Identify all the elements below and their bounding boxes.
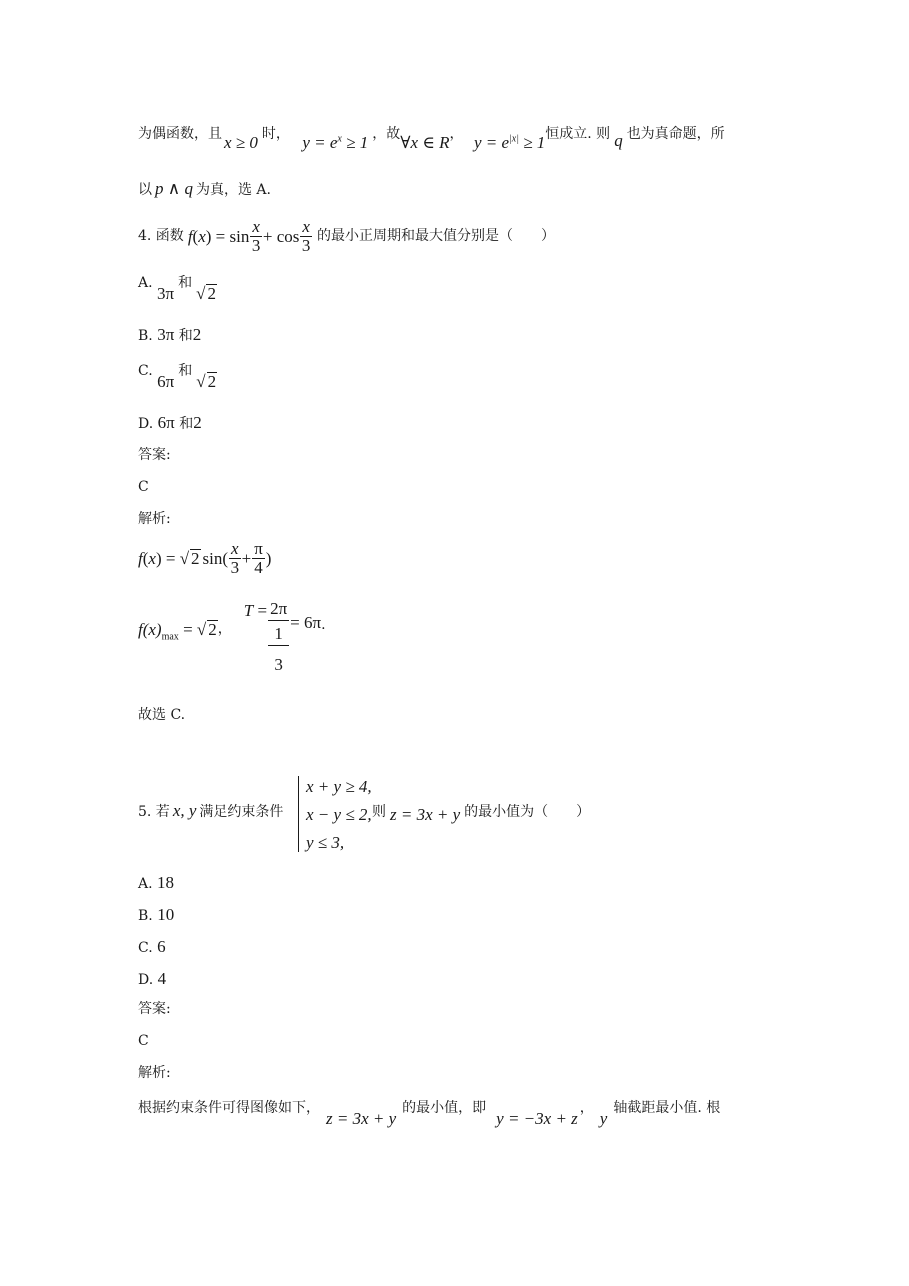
q5-analysis-label: 解析:	[138, 1065, 171, 1081]
q5-stem: 5. 若 x, y 满足约束条件	[138, 801, 284, 820]
q5-option-d: D. 4	[138, 969, 167, 988]
q4-answer: C	[138, 479, 149, 495]
q4-option-a: A. 3π和√ 2	[138, 275, 216, 303]
q4-option-b: B. 3π 和2	[138, 325, 202, 344]
q4-solution-1: f(x) = √ 2 sin( $\frac{x}{3}$ + $\frac{\pi}{4}$ )	[138, 539, 272, 577]
q4-prefix: 4. 函数	[138, 228, 184, 245]
q5-option-b: B. 10	[138, 905, 175, 924]
q4-option-d: D. 6π 和2	[138, 413, 202, 432]
q3-forall: ∀x ∈ R	[400, 133, 450, 152]
q4-solution-2: $f(x)_{max}$ = √ 2 ， T = 2π 1 3 = 6π .	[138, 599, 326, 674]
q3-q: q	[614, 131, 623, 150]
q3-line-2	[138, 180, 271, 197]
q5-option-a: A. 18	[138, 873, 175, 892]
q3-text-e: 也为真命题，所	[626, 126, 725, 142]
q3-eq1: $y = e^x \ge 1$	[302, 133, 369, 152]
q4-conclusion: 故选 C.	[138, 707, 186, 723]
q3-eq2: $y = e^{|x|} \ge 1$	[473, 133, 546, 152]
q4-suffix: 的最小正周期和最大值分别是（ ）	[316, 228, 555, 245]
q5-stem-end: 则 z = 3x + y 的最小值为（ ）	[372, 804, 591, 824]
q4-plus-cos: + cos	[262, 226, 300, 246]
q3-text-d: 恒成立. 则	[545, 126, 611, 142]
q4-frac-1: $\frac{x}{3}$	[251, 217, 261, 255]
q3-text-b: 时，	[261, 126, 290, 142]
q5-answer: C	[138, 1033, 149, 1049]
q4-analysis-label: 解析:	[138, 511, 171, 527]
q5-option-c: C. 6	[138, 937, 166, 956]
q4-option-c: C. 6π和√ 2	[138, 363, 217, 391]
q4-frac-2: $\frac{x}{3}$	[301, 217, 311, 255]
q3-text-c: ，故	[372, 126, 401, 142]
q5-answer-label: 答案:	[138, 1001, 171, 1017]
q3-line2-a: 以	[138, 182, 152, 198]
q5-analysis-line: 根据约束条件可得图像如下，z = 3x + y的最小值，即y = −3x + z，y轴截距最小值. 根	[138, 1100, 721, 1128]
q3-text-a: 为偶函数，且	[138, 126, 222, 142]
q3-cond: x ≥ 0	[224, 133, 258, 152]
q3-comma: ，	[449, 126, 464, 142]
q4-answer-label: 答案:	[138, 447, 171, 463]
q4-stem	[138, 218, 555, 255]
q3-pq: p ∧ q	[155, 179, 193, 198]
q3-line2-b: 为真，选 A.	[195, 182, 271, 198]
q3-line-1	[138, 124, 725, 152]
q5-brace	[298, 776, 303, 852]
q4-fx: f(x) = sin	[187, 226, 250, 246]
